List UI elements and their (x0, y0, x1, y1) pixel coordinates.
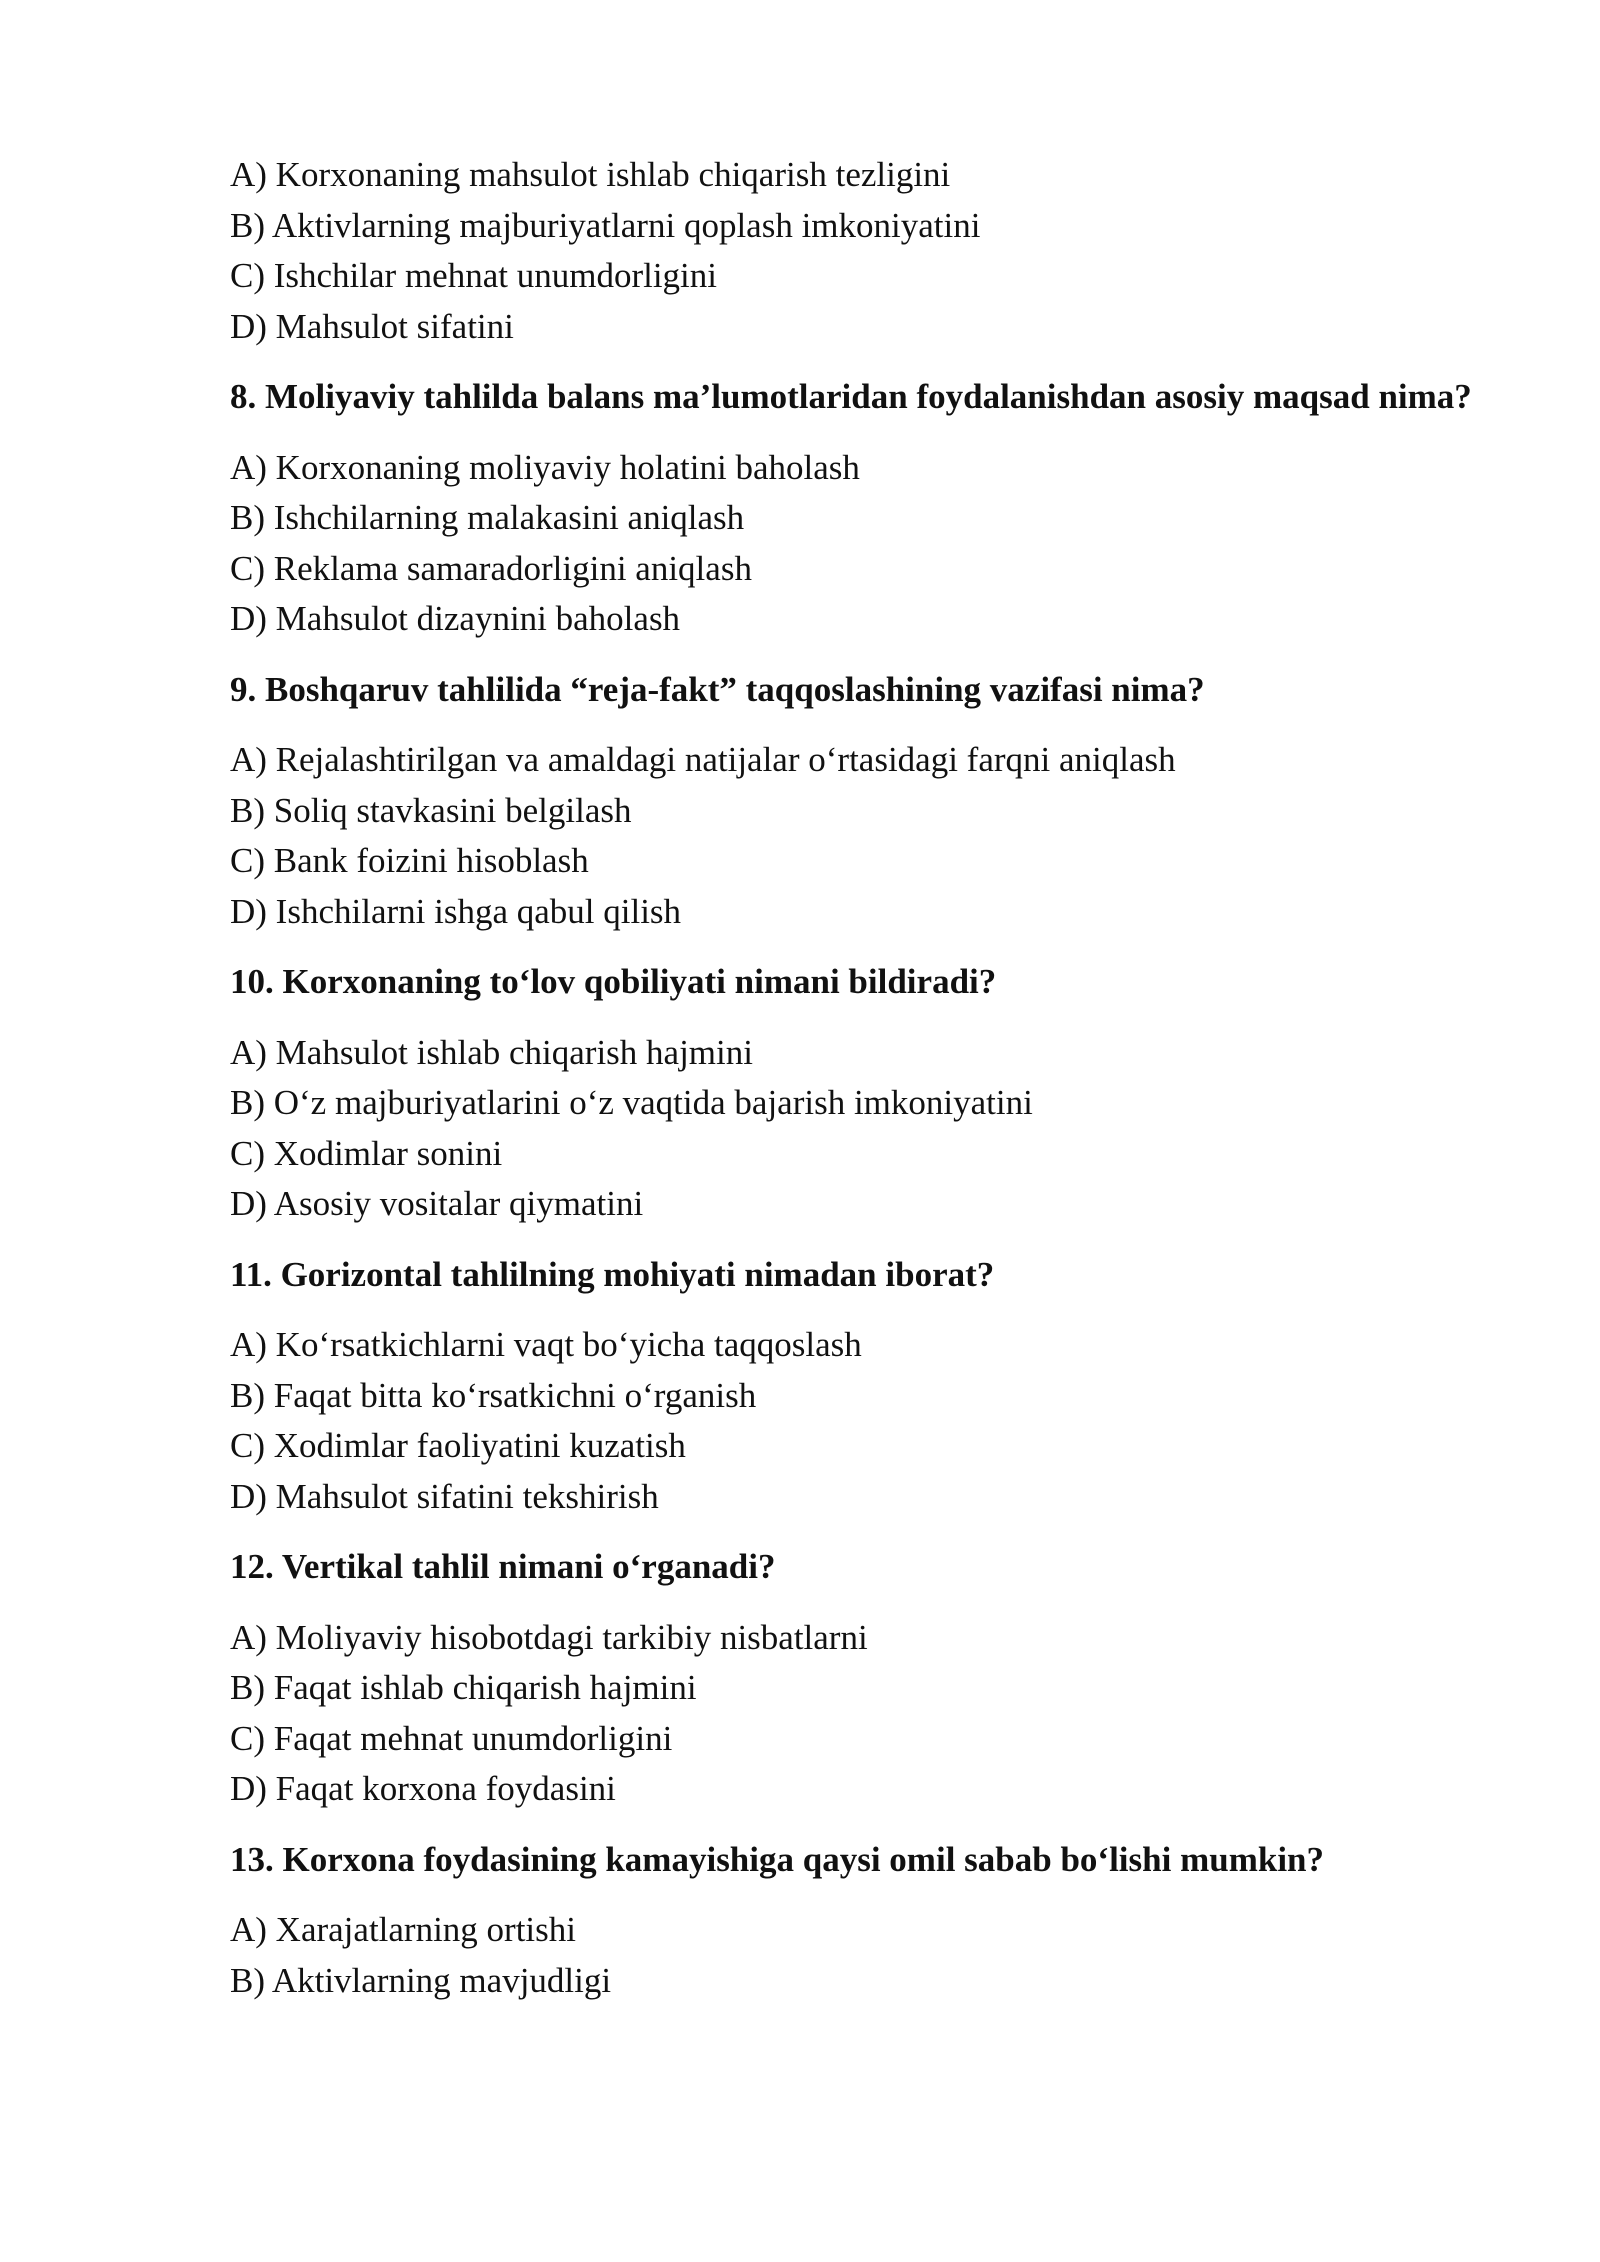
answer-option: D) Asosiy vositalar qiymatini (230, 1184, 644, 1223)
answer-option: B) Aktivlarning mavjudligi (230, 1960, 612, 2000)
answer-option: D) Ishchilarni ishga qabul qilish (230, 891, 682, 931)
question-text: 10. Korxonaning to‘lov qobiliyati nimani bildiradi? (230, 962, 997, 1001)
answer-option: B) O‘z majburiyatlarini o‘z vaqtida bajarish imkoniyatini (230, 1083, 1033, 1122)
answer-option: D) Mahsulot dizaynini baholash (230, 599, 681, 638)
question-block-13 (230, 1835, 1490, 2007)
document-page (230, 150, 1490, 2006)
answer-option: C) Ishchilar mehnat unumdorligini (230, 256, 717, 295)
answer-option: D) Mahsulot sifatini (230, 306, 514, 346)
answer-option: A) Rejalashtirilgan va amaldagi natijalar o‘rtasidagi farqni aniqlash (230, 740, 1176, 779)
answer-option: D) Mahsulot sifatini tekshirish (230, 1476, 659, 1516)
answer-option: B) Ishchilarning malakasini aniqlash (230, 498, 745, 537)
answer-option: C) Xodimlar faoliyatini kuzatish (230, 1426, 686, 1465)
question-text: 8. Moliyaviy tahlilda balans ma’lumotlaridan foydalanishdan asosiy maqsad nima? (230, 377, 1472, 416)
question-text: 12. Vertikal tahlil nimani o‘rganadi? (230, 1547, 776, 1586)
answer-option: A) Moliyaviy hisobotdagi tarkibiy nisbatlarni (230, 1617, 868, 1657)
question-block-8 (230, 372, 1490, 645)
answer-option: B) Soliq stavkasini belgilash (230, 790, 632, 830)
answer-option: C) Reklama samaradorligini aniqlash (230, 548, 752, 588)
answer-option: A) Xarajatlarning ortishi (230, 1910, 577, 1949)
question-block-9 (230, 665, 1490, 938)
question-text: 9. Boshqaruv tahlilida “reja-fakt” taqqoslashining vazifasi nima? (230, 669, 1205, 709)
question-block-11 (230, 1250, 1490, 1523)
answer-option: D) Faqat korxona foydasini (230, 1769, 616, 1808)
question-block-7-options (230, 150, 1490, 352)
answer-option: C) Xodimlar sonini (230, 1133, 503, 1173)
answer-option: B) Aktivlarning majburiyatlarni qoplash imkoniyatini (230, 205, 981, 245)
answer-option: B) Faqat ishlab chiqarish hajmini (230, 1668, 697, 1707)
question-block-10 (230, 957, 1490, 1230)
answer-option: A) Ko‘rsatkichlarni vaqt bo‘yicha taqqoslash (230, 1325, 862, 1364)
answer-option: A) Korxonaning moliyaviy holatini baholash (230, 447, 860, 487)
question-text: 11. Gorizontal tahlilning mohiyati nimadan iborat? (230, 1254, 995, 1294)
question-block-12 (230, 1542, 1490, 1815)
answer-option: B) Faqat bitta ko‘rsatkichni o‘rganish (230, 1375, 757, 1415)
answer-option: A) Korxonaning mahsulot ishlab chiqarish tezligini (230, 155, 951, 194)
answer-option: C) Faqat mehnat unumdorligini (230, 1718, 673, 1758)
answer-option: C) Bank foizini hisoblash (230, 841, 589, 880)
question-text: 13. Korxona foydasining kamayishiga qaysi omil sabab bo‘lishi mumkin? (230, 1839, 1325, 1879)
answer-option: A) Mahsulot ishlab chiqarish hajmini (230, 1032, 753, 1072)
